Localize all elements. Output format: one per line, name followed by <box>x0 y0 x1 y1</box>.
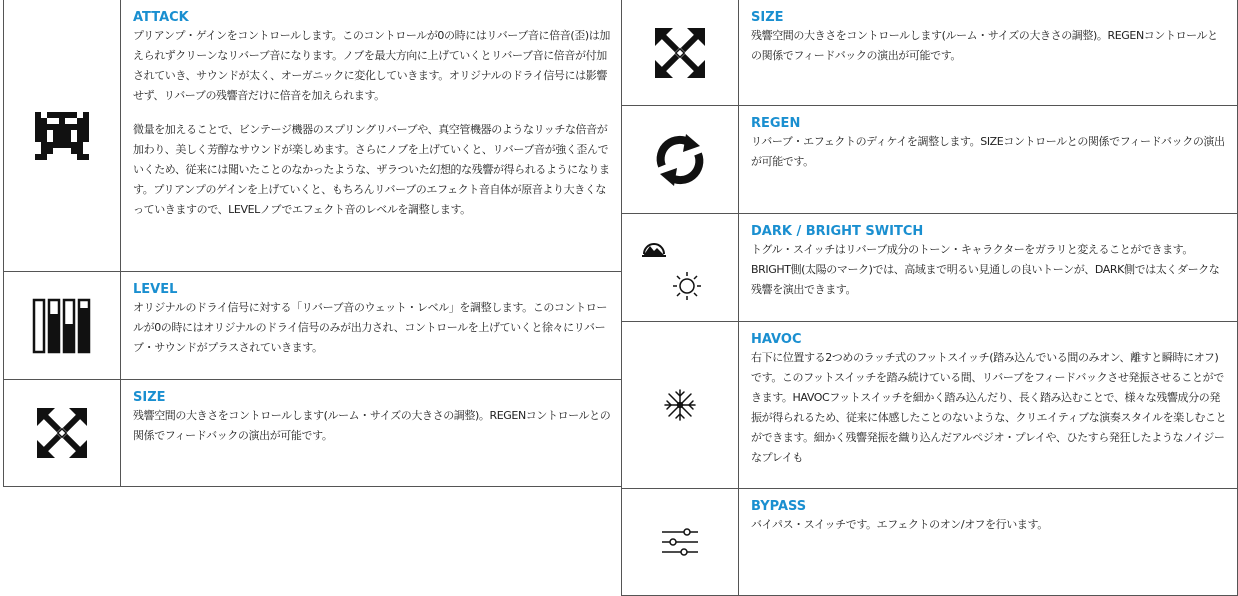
bypass-icon-cell <box>622 489 739 595</box>
level-text-cell <box>120 272 621 379</box>
dark-bright-title: DARK / BRIGHT SWITCH <box>751 224 924 239</box>
expand-arrows-icon <box>653 26 707 80</box>
havoc-icon-cell <box>622 322 739 488</box>
expand-arrows-icon <box>35 406 89 460</box>
dark-bright-text-cell <box>738 214 1237 321</box>
size-right-text-cell <box>738 0 1237 105</box>
attack-icon-cell <box>4 0 121 271</box>
level-row <box>3 271 622 379</box>
size-left-text-cell <box>120 380 621 486</box>
bypass-title: BYPASS <box>751 499 807 514</box>
havoc-desc: 右下に位置する2つめのラッチ式のフットスイッチ(踏み込んでいる間のみオン、離すと瞬時にオフ)です。このフットスイッチを踏み続けている間、リバーブをフィードバックさせ発振させることができます。HAVOCフットスイッチを細かく踏み込んだり、長く踏み込むことで、様々な残響成分の発振が得られるため、従来に体感したことのないような、クリエイティブな演奏スタイルを楽しむことができます。細かく残響発振を織り込んだアルペジオ・プレイや、ひたすら発狂したようなノイジーなプレイも <box>751 351 1227 464</box>
size-left-row <box>3 379 622 487</box>
bypass-text-cell <box>738 489 1237 595</box>
dark-mountain-icon <box>642 244 666 256</box>
regen-title: REGEN <box>751 116 801 131</box>
dark-bright-icon <box>640 230 710 306</box>
snowflake-icon <box>662 387 698 423</box>
bypass-switch-icon <box>660 527 700 557</box>
right-table <box>621 0 1238 596</box>
size-left-title: SIZE <box>133 390 166 405</box>
dark-bright-icon-cell <box>622 214 739 321</box>
size-right-icon-cell <box>622 0 739 105</box>
attack-row <box>3 0 622 271</box>
size-right-title: SIZE <box>751 10 784 25</box>
regen-row <box>621 105 1238 213</box>
level-bars-icon <box>32 298 92 354</box>
dark-bright-row <box>621 213 1238 321</box>
dark-bright-desc: トグル・スイッチはリバーブ成分のトーン・キャラクターをガラリと変えることができます。BRIGHT側(太陽のマーク)では、高域まで明るい見通しの良いトーンが、DARK側では太くダークな残響を演出できます。 <box>751 243 1220 296</box>
havoc-text-cell <box>738 322 1237 488</box>
refresh-cycle-icon <box>652 132 708 188</box>
level-title: LEVEL <box>133 282 178 297</box>
size-right-row <box>621 0 1238 105</box>
bypass-row <box>621 488 1238 596</box>
size-right-desc: 残響空間の大きさをコントロールします(ルーム・サイズの大きさの調整)。REGENコントロールとの関係でフィードバックの演出が可能です。 <box>751 29 1218 62</box>
size-left-desc: 残響空間の大きさをコントロールします(ルーム・サイズの大きさの調整)。REGENコントロールとの関係でフィードバックの演出が可能です。 <box>133 409 611 442</box>
space-invader-icon <box>35 112 89 160</box>
attack-title: ATTACK <box>133 10 189 25</box>
attack-desc-2: 微量を加えることで、ビンテージ機器のスプリングリバーブや、真空管機器のようなリッチな倍音が加わり、美しく芳醇なサウンドが楽しめます。さらにノブを上げていくと、リバーブ音が強く歪んでいくため、従来には聞いたことのなかったような、ザラついた幻想的な残響が得られるようになります。プリアンプのゲインを上げていくと、もちろんリバーブのエフェクト音自体が原音より大きくなっていきますので、LEVELノブでエフェクト音のレベルを調整します。 <box>133 123 610 216</box>
level-desc: オリジナルのドライ信号に対する「リバーブ音のウェット・レベル」を調整します。このコントロールが0の時にはオリジナルのドライ信号のみが出力され、コントロールを上げていくと徐々にリバーブ・サウンドがプラスされていきます。 <box>133 301 607 354</box>
bypass-desc: バイパス・スイッチです。エフェクトのオン/オフを行います。 <box>751 518 1048 531</box>
left-table <box>3 0 622 487</box>
regen-icon-cell <box>622 106 739 213</box>
havoc-title: HAVOC <box>751 332 802 347</box>
regen-desc: リバーブ・エフェクトのディケイを調整します。SIZEコントロールとの関係でフィードバックの演出が可能です。 <box>751 135 1225 168</box>
attack-desc-1: プリアンプ・ゲインをコントロールします。このコントロールが0の時にはリバーブ音に倍音(歪)は加えられずクリーンなリバーブ音になります。ノブを最大方向に上げていくとリバーブ音に倍音が付加されていき、サウンドが太く、オーガニックに変化していきます。オリジナルのドライ信号には影響せず、リバーブの残響音だけに倍音を加えられます。 <box>133 29 610 102</box>
attack-text-cell <box>120 0 621 271</box>
regen-text-cell <box>738 106 1237 213</box>
level-icon-cell <box>4 272 121 379</box>
size-left-icon-cell <box>4 380 121 486</box>
bright-sun-icon <box>673 272 701 300</box>
havoc-row <box>621 321 1238 488</box>
